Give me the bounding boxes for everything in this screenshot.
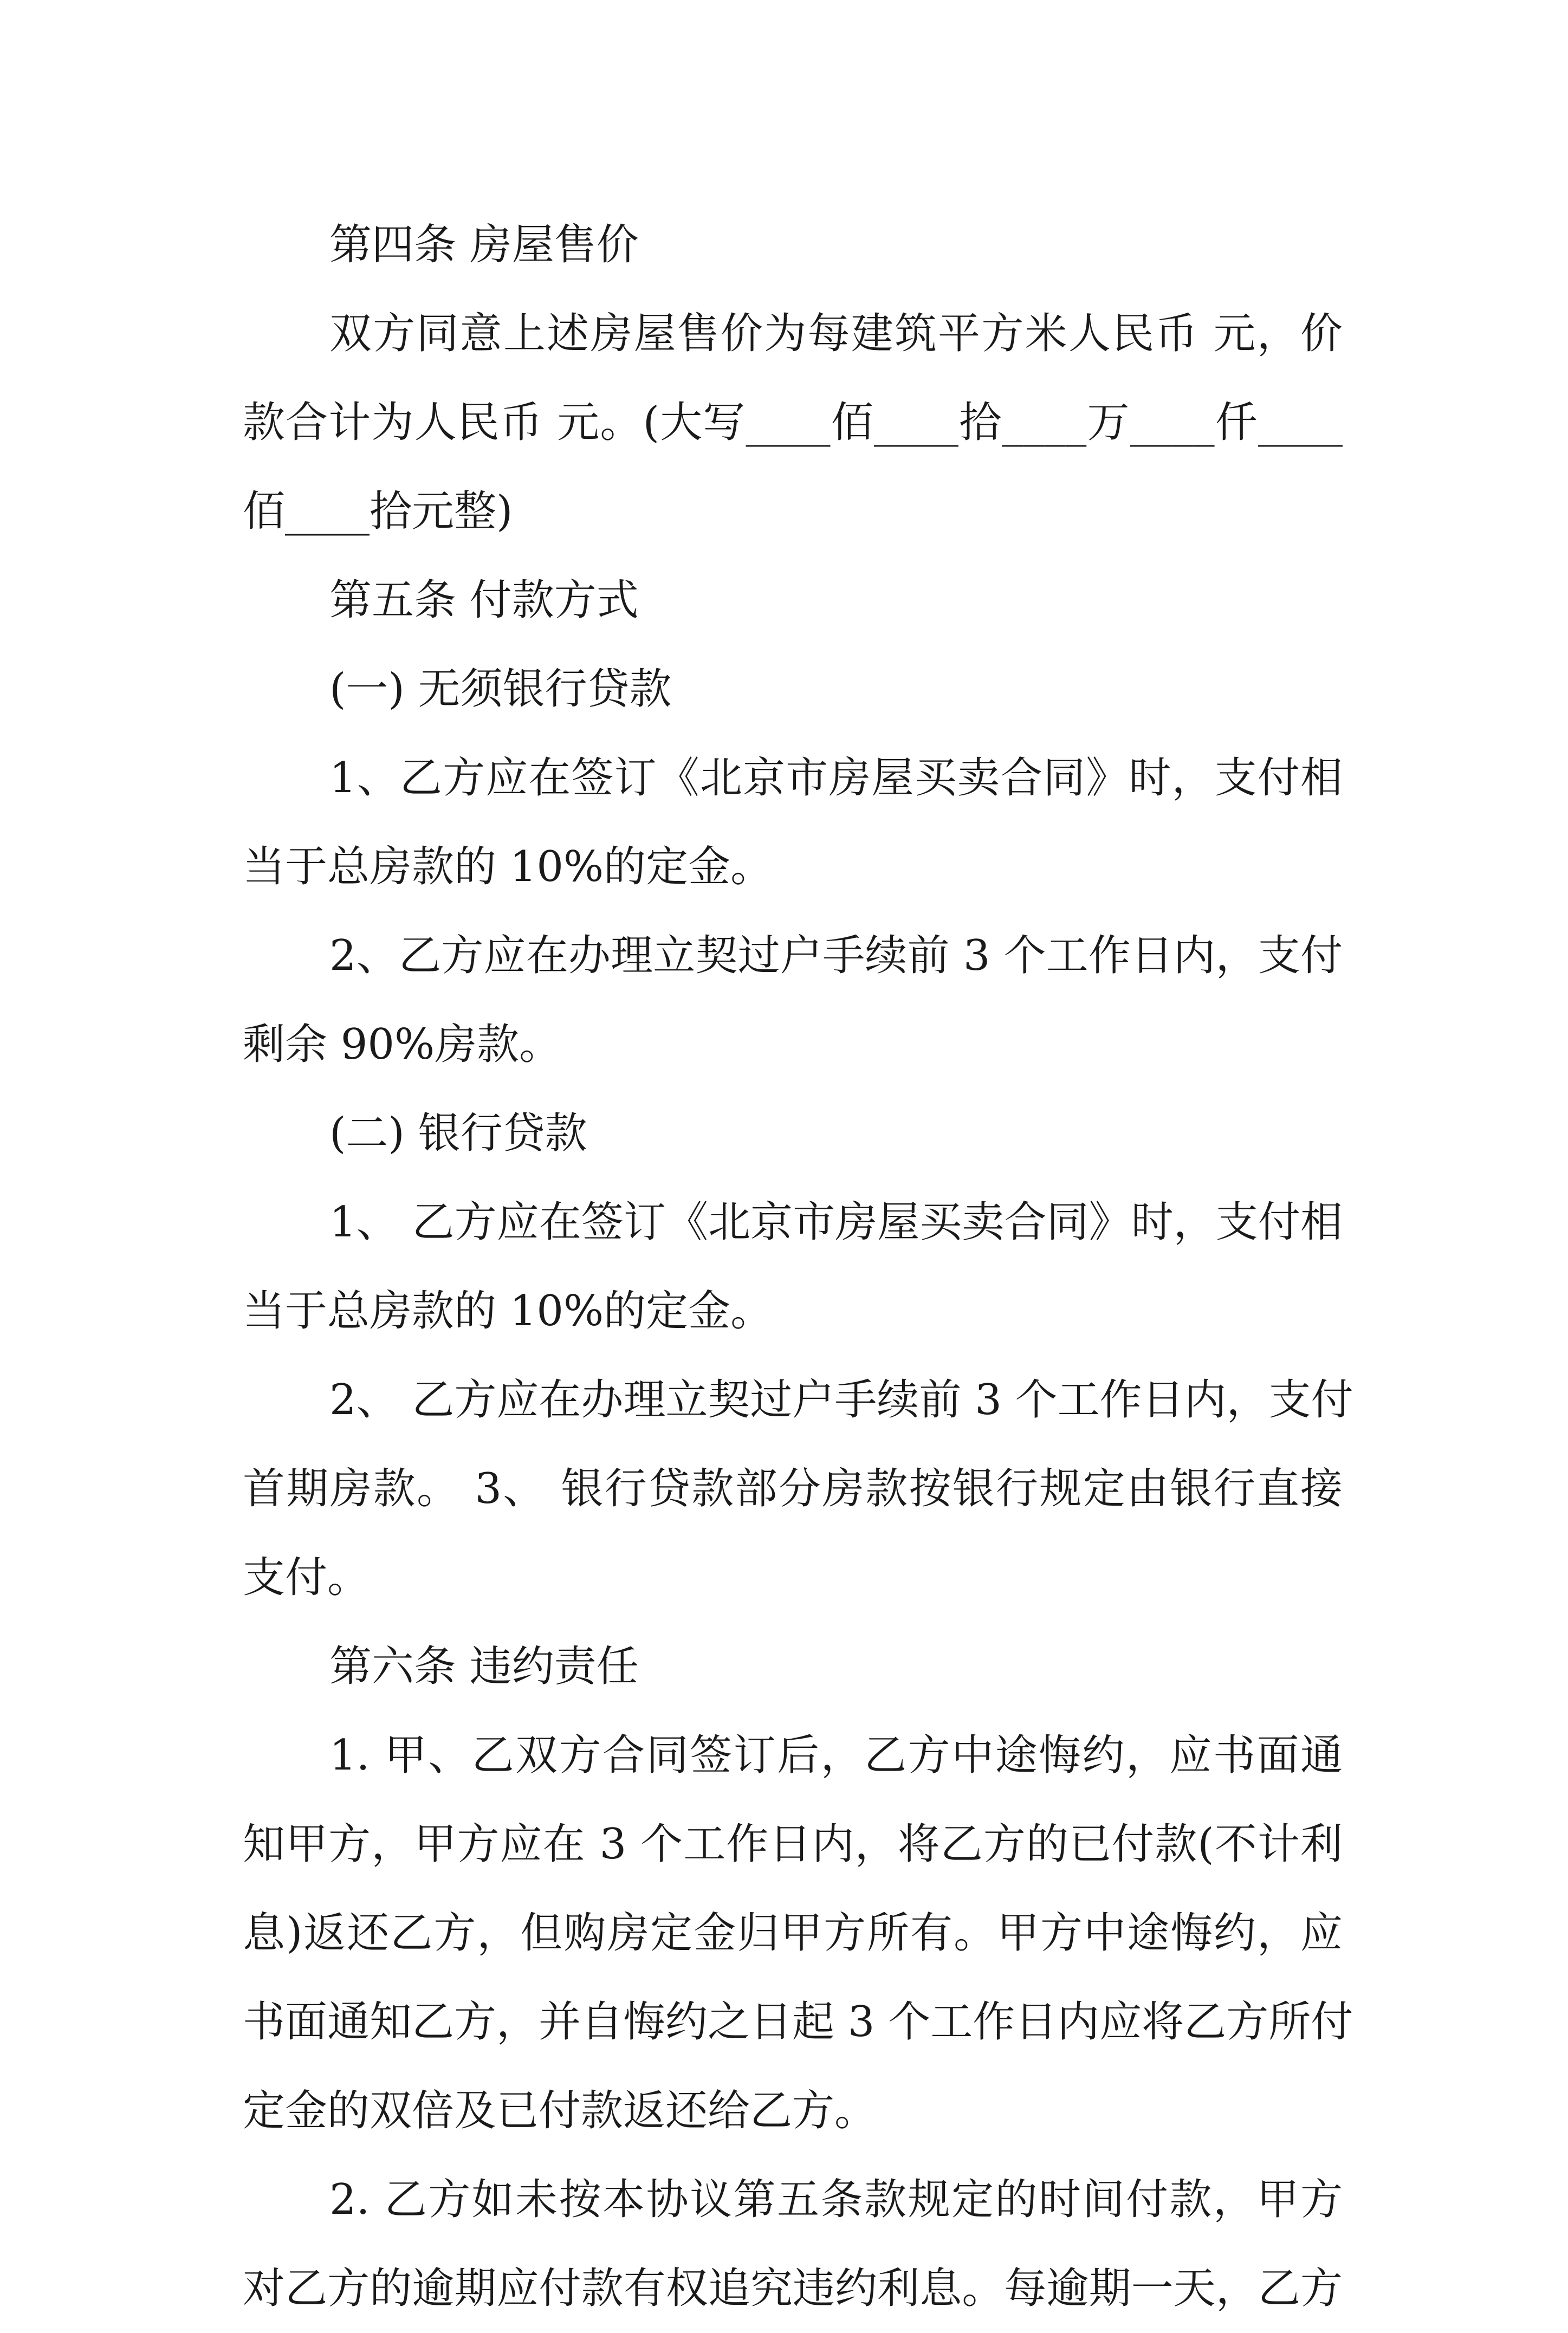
paragraph-line: 2、乙方应在办理立契过户手续前 3 个工作日内，支付 (329, 931, 1343, 980)
subsection-heading: (二) 银行贷款 (329, 1109, 587, 1158)
paragraph-line: 首期房款。 3、 银行贷款部分房款按银行规定由银行直接 (243, 1464, 1343, 1513)
paragraph-line: 2. 乙方如未按本协议第五条款规定的时间付款，甲方 (329, 2175, 1343, 2224)
document-body (243, 200, 1353, 2333)
paragraph-line: 1、乙方应在签订《北京市房屋买卖合同》时，支付相 (329, 754, 1343, 802)
paragraph-line: 剩余 90%房款。 (243, 1020, 562, 1069)
section-heading-6: 第六条 违约责任 (329, 1642, 639, 1691)
paragraph-line: 当于总房款的 10%的定金。 (243, 843, 773, 891)
paragraph-line: 款合计为人民币 元。(大写____佰____拾____万____仟____ (243, 398, 1343, 447)
paragraph-line: 1. 甲、乙双方合同签订后，乙方中途悔约，应书面通 (329, 1731, 1343, 1780)
subsection-heading: (一) 无须银行贷款 (329, 665, 672, 714)
paragraph-line: 1、 乙方应在签订《北京市房屋买卖合同》时，支付相 (329, 1198, 1343, 1247)
paragraph-line: 双方同意上述房屋售价为每建筑平方米人民币 元，价 (329, 309, 1343, 358)
paragraph-line: 佰____拾元整) (243, 487, 513, 536)
paragraph-line: 书面通知乙方，并自悔约之日起 3 个工作日内应将乙方所付 (243, 1998, 1353, 2046)
section-heading-4: 第四条 房屋售价 (329, 221, 639, 269)
paragraph-line: 息)返还乙方，但购房定金归甲方所有。甲方中途悔约，应 (243, 1909, 1343, 1958)
paragraph-line: 2、 乙方应在办理立契过户手续前 3 个工作日内，支付 (329, 1376, 1353, 1424)
paragraph-line: 支付。 (243, 1553, 370, 1602)
paragraph-line: 知甲方，甲方应在 3 个工作日内，将乙方的已付款(不计利 (243, 1820, 1343, 1869)
paragraph-line: 当于总房款的 10%的定金。 (243, 1287, 773, 1336)
section-heading-5: 第五条 付款方式 (329, 576, 639, 625)
paragraph-line: 定金的双倍及已付款返还给乙方。 (243, 2086, 877, 2135)
paragraph-line: 对乙方的逾期应付款有权追究违约利息。每逾期一天，乙方 (243, 2264, 1343, 2313)
